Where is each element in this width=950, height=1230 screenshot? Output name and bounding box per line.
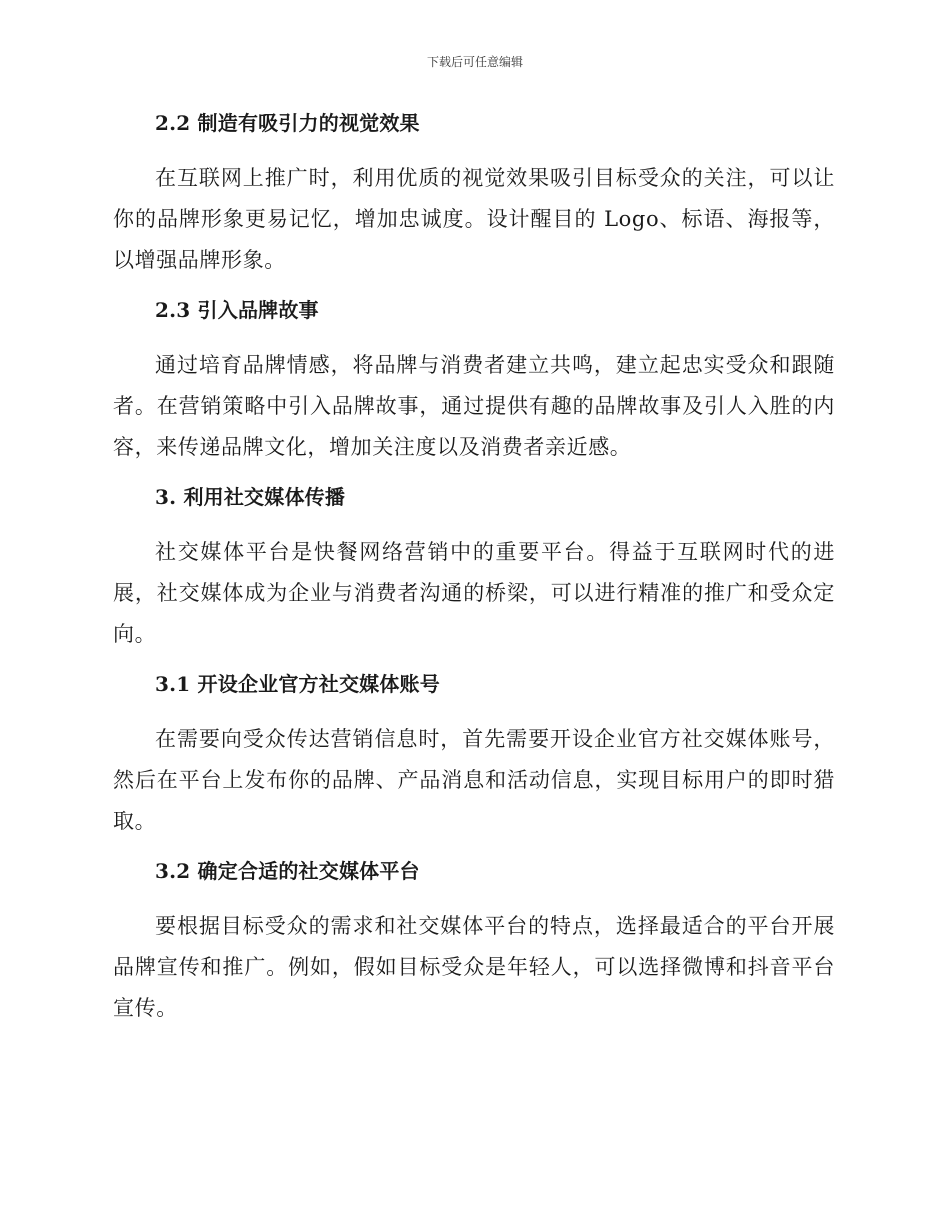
section-heading-3-2: 3.2 确定合适的社交媒体平台: [155, 859, 420, 883]
document-body: [113, 108, 835, 1029]
section-paragraph-3-1: 在需要向受众传达营销信息时，首先需要开设企业官方社交媒体账号，然后在平台上发布你的品牌、产品消息和活动信息，实现目标用户的即时猎取。: [113, 727, 835, 833]
section-heading-3-1: 3.1 开设企业官方社交媒体账号: [155, 672, 440, 696]
section-paragraph-3-2: 要根据目标受众的需求和社交媒体平台的特点，选择最适合的平台开展品牌宣传和推广。例如，假如目标受众是年轻人，可以选择微博和抖音平台宣传。: [113, 914, 835, 1020]
section-paragraph-3: 社交媒体平台是快餐网络营销中的重要平台。得益于互联网时代的进展，社交媒体成为企业与消费者沟通的桥梁，可以进行精准的推广和受众定向。: [113, 540, 835, 646]
page-header: 下载后可任意编辑: [426, 55, 523, 69]
section-paragraph-2-2: 在互联网上推广时，利用优质的视觉效果吸引目标受众的关注，可以让你的品牌形象更易记忆，增加忠诚度。设计醒目的 Logo、标语、海报等，以增强品牌形象。: [113, 166, 835, 272]
section-heading-2-2: 2.2 制造有吸引力的视觉效果: [155, 111, 420, 135]
section-paragraph-2-3: 通过培育品牌情感，将品牌与消费者建立共鸣，建立起忠实受众和跟随者。在营销策略中引入品牌故事，通过提供有趣的品牌故事及引人入胜的内容，来传递品牌文化，增加关注度以及消费者亲近感。: [113, 353, 835, 459]
section-heading-2-3: 2.3 引入品牌故事: [155, 298, 319, 322]
section-heading-3: 3. 利用社交媒体传播: [155, 485, 346, 509]
